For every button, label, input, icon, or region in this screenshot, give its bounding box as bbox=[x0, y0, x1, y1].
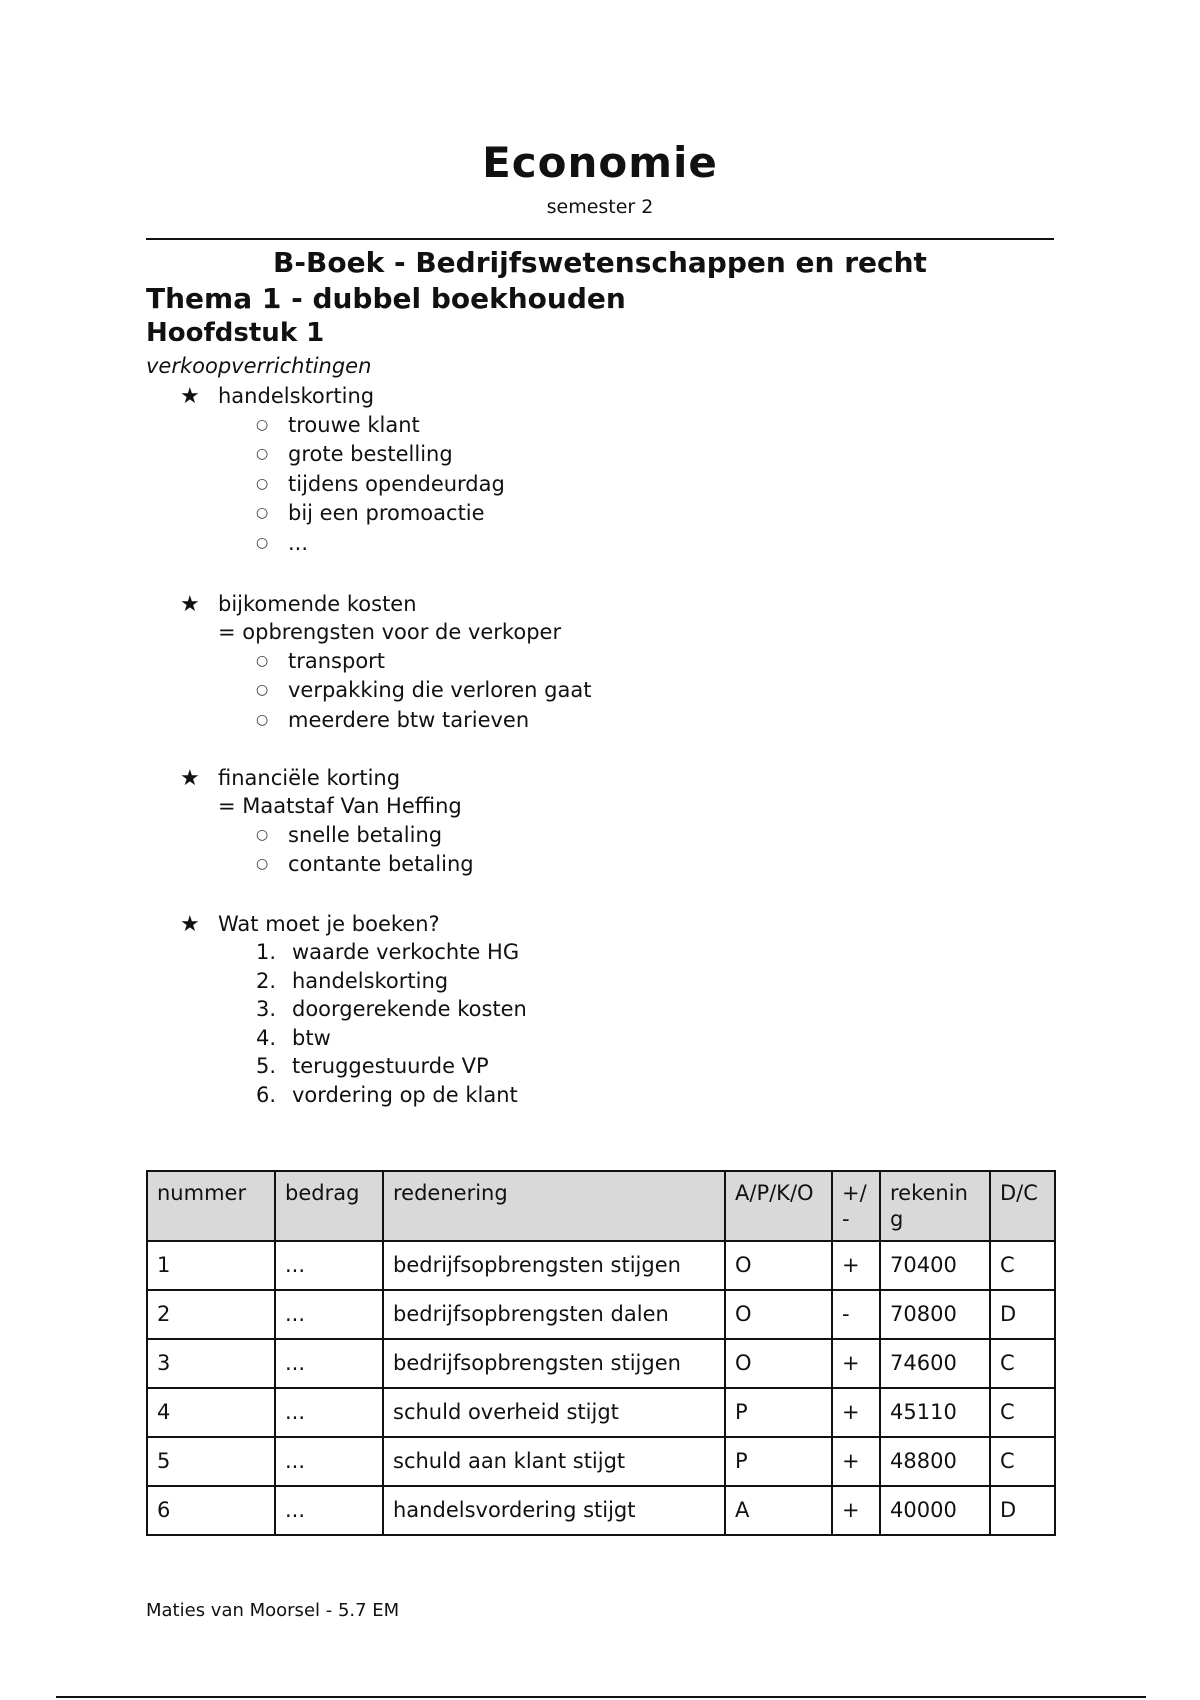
block-title: handelskorting bbox=[218, 384, 375, 408]
table-header-row bbox=[147, 1171, 1055, 1241]
list-item: ○ snelle betaling bbox=[256, 822, 443, 847]
list-item: ○ grote bestelling bbox=[256, 442, 453, 467]
block-note: = Maatstaf Van Heffing bbox=[218, 794, 462, 818]
list-item: 3. doorgerekende kosten bbox=[256, 997, 527, 1022]
list-item: 5. teruggestuurde VP bbox=[256, 1054, 489, 1079]
circle-bullet-icon: ○ bbox=[256, 416, 269, 433]
theme-heading: Thema 1 - dubbel boekhouden bbox=[146, 282, 626, 315]
block-title: financiële korting bbox=[218, 766, 401, 790]
list-item: ○ verpakking die verloren gaat bbox=[256, 678, 592, 703]
list-item: ○ tijdens opendeurdag bbox=[256, 471, 505, 496]
column-header: nummer bbox=[147, 1171, 275, 1241]
chapter-heading: Hoofdstuk 1 bbox=[146, 318, 325, 348]
block-wat-moet-je-boeken bbox=[180, 910, 527, 1109]
star-icon: ★ bbox=[180, 591, 200, 617]
circle-bullet-icon: ○ bbox=[256, 652, 269, 669]
column-header: redenering bbox=[383, 1171, 725, 1241]
divider-top bbox=[146, 238, 1054, 240]
block-financiele-korting bbox=[180, 764, 474, 879]
block-title: bijkomende kosten bbox=[218, 592, 417, 616]
table-row: 6 ... handelsvordering stijgt A + 40000 D bbox=[147, 1486, 1055, 1535]
block-handelskorting bbox=[180, 382, 505, 558]
circle-bullet-icon: ○ bbox=[256, 856, 269, 873]
table-row: 5 ... schuld aan klant stijgt P + 48800 C bbox=[147, 1437, 1055, 1486]
booking-table bbox=[146, 1170, 1056, 1536]
section-heading: verkoopverrichtingen bbox=[146, 354, 372, 378]
circle-bullet-icon: ○ bbox=[256, 826, 269, 843]
table-row: 4 ... schuld overheid stijgt P + 45110 C bbox=[147, 1388, 1055, 1437]
circle-bullet-icon: ○ bbox=[256, 505, 269, 522]
star-icon: ★ bbox=[180, 911, 200, 937]
list-item: 6. vordering op de klant bbox=[256, 1082, 518, 1107]
table-row: 2 ... bedrijfsopbrengsten dalen O - 70800 D bbox=[147, 1290, 1055, 1339]
column-header: D/C bbox=[990, 1171, 1055, 1241]
list-item: ○ contante betaling bbox=[256, 852, 474, 877]
column-header: bedrag bbox=[275, 1171, 383, 1241]
list-item: ○ bij een promoactie bbox=[256, 501, 485, 526]
circle-bullet-icon: ○ bbox=[256, 475, 269, 492]
list-item: 2. handelskorting bbox=[256, 968, 449, 993]
block-bijkomende-kosten bbox=[180, 590, 591, 735]
book-title: B-Boek - Bedrijfswetenschappen en recht bbox=[273, 246, 927, 279]
circle-bullet-icon: ○ bbox=[256, 711, 269, 728]
list-item: ○ ... bbox=[256, 530, 309, 555]
table-row: 1 ... bedrijfsopbrengsten stijgen O + 70400 C bbox=[147, 1241, 1055, 1290]
star-icon: ★ bbox=[180, 383, 200, 409]
circle-bullet-icon: ○ bbox=[256, 446, 269, 463]
circle-bullet-icon: ○ bbox=[256, 534, 269, 551]
footer-author: Maties van Moorsel - 5.7 EM bbox=[146, 1600, 400, 1621]
column-header: rekening bbox=[880, 1171, 990, 1241]
page-subtitle: semester 2 bbox=[546, 196, 654, 218]
block-note: = opbrengsten voor de verkoper bbox=[218, 620, 562, 644]
column-header: +/- bbox=[832, 1171, 880, 1241]
page-title: Economie bbox=[482, 138, 718, 187]
list-item: ○ meerdere btw tarieven bbox=[256, 707, 530, 732]
list-item: ○ trouwe klant bbox=[256, 412, 420, 437]
table-row: 3 ... bedrijfsopbrengsten stijgen O + 74600 C bbox=[147, 1339, 1055, 1388]
divider-bottom bbox=[56, 1696, 1146, 1698]
star-icon: ★ bbox=[180, 765, 200, 791]
list-item: 1. waarde verkochte HG bbox=[256, 940, 520, 965]
column-header: A/P/K/O bbox=[725, 1171, 832, 1241]
circle-bullet-icon: ○ bbox=[256, 682, 269, 699]
block-title: Wat moet je boeken? bbox=[218, 912, 440, 936]
list-item: ○ transport bbox=[256, 648, 386, 673]
list-item: 4. btw bbox=[256, 1025, 331, 1050]
